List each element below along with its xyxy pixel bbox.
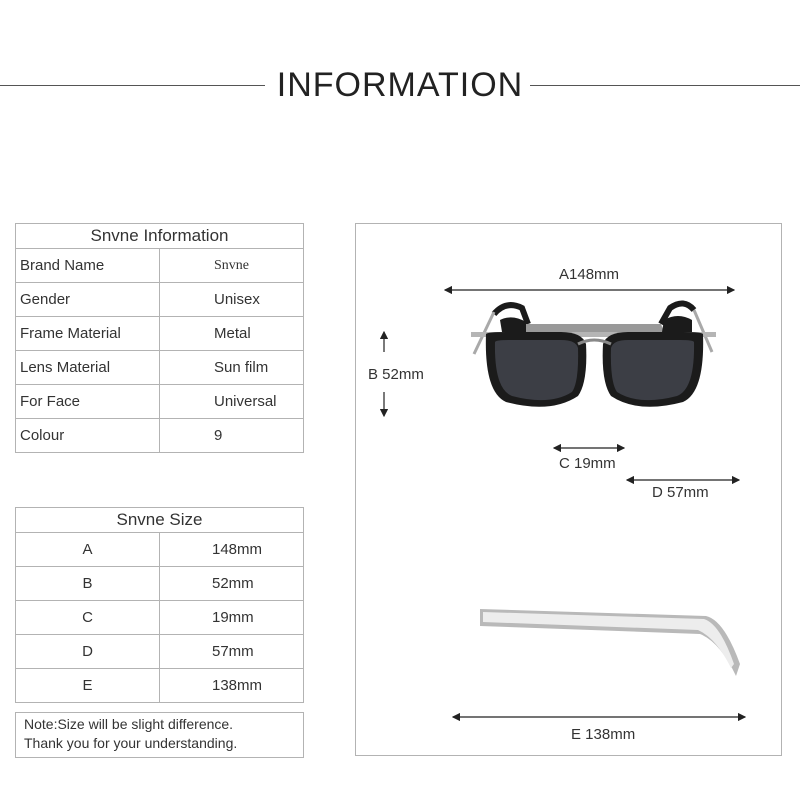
row-value: 138mm [160,669,304,703]
row-value: Snvne [160,249,304,283]
heading-rule-right [530,85,800,86]
dimension-e-label: E 138mm [571,726,636,743]
dimension-diagram [355,223,782,756]
row-value: Unisex [160,283,304,317]
dimension-b-label: B 52mm [368,366,424,383]
temple-arm [480,609,740,676]
row-label: D [16,635,160,669]
dimension-d-label: D 57mm [652,484,709,501]
table-row [16,385,304,419]
table-row [16,317,304,351]
row-label: Brand Name [16,249,160,283]
row-value: 52mm [160,567,304,601]
row-label: C [16,601,160,635]
table-row [16,283,304,317]
size-note [15,712,304,758]
row-label: Colour [16,419,160,453]
table-row [16,669,304,703]
table-row [16,419,304,453]
table-row [16,567,304,601]
row-label: Gender [16,283,160,317]
sunglasses-illustration [356,224,781,755]
size-table-title: Snvne Size [16,508,304,533]
row-value: 9 [160,419,304,453]
information-table-title: Snvne Information [16,224,304,249]
row-label: Lens Material [16,351,160,385]
table-row [16,249,304,283]
row-value: Universal [160,385,304,419]
glasses-front [471,303,716,406]
page-title: INFORMATION [276,66,524,104]
row-label: For Face [16,385,160,419]
note-line: Note:Size will be slight difference. [24,716,234,732]
row-value: 19mm [160,601,304,635]
row-value: 148mm [160,533,304,567]
size-table [15,507,304,703]
dimension-c-label: C 19mm [559,455,616,472]
table-row [16,351,304,385]
dimension-a-label: A148mm [559,266,620,283]
row-label: B [16,567,160,601]
row-label: E [16,669,160,703]
row-label: A [16,533,160,567]
table-row [16,601,304,635]
table-row [16,635,304,669]
heading-rule-left [0,85,265,86]
table-row [16,533,304,567]
row-value: 57mm [160,635,304,669]
information-table [15,223,304,453]
row-value: Metal [160,317,304,351]
row-value: Sun film [160,351,304,385]
note-line: Thank you for your understanding. [24,735,238,751]
row-label: Frame Material [16,317,160,351]
